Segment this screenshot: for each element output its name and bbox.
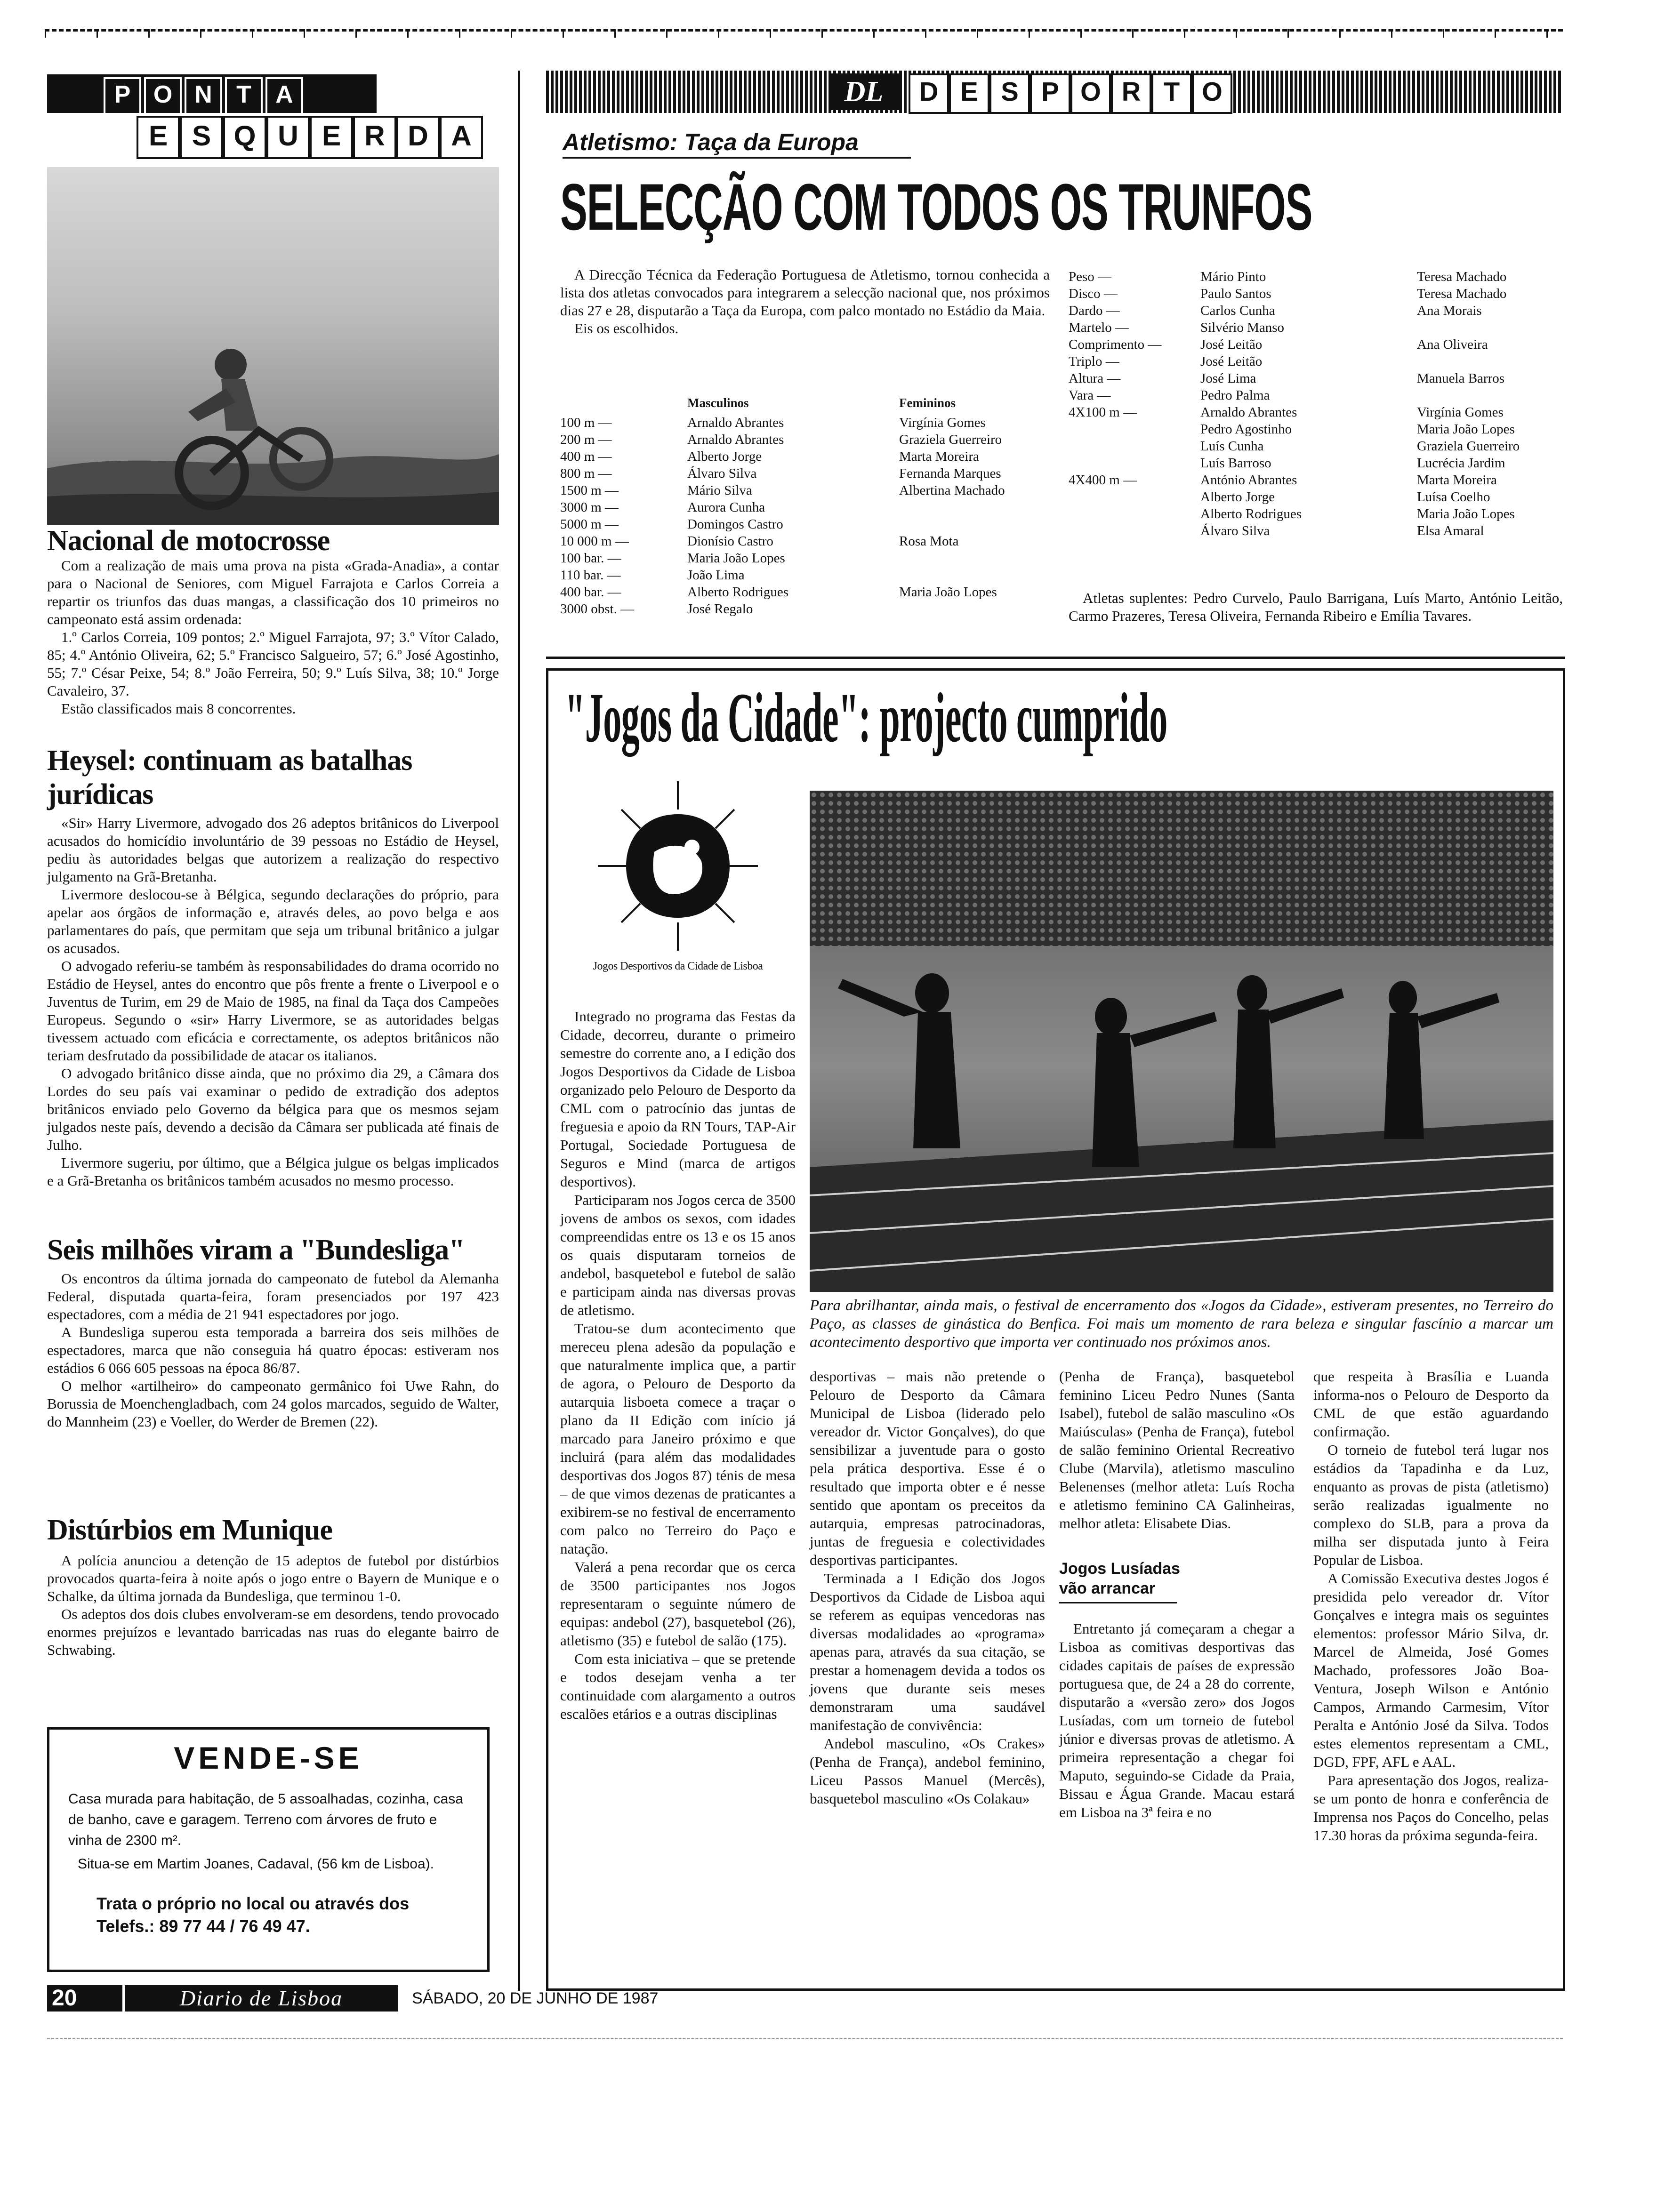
paragraph: Com esta iniciativa – que se pretende e todos desejam venha a ter continuidade com alargamento a outros escalões etários e a outras disciplinas xyxy=(560,1651,796,1722)
male-athlete-cell: José Regalo xyxy=(687,601,753,617)
athlete-row xyxy=(1069,370,1563,387)
paragraph: Valerá a pena recordar que os cerca de 3500 participantes nos Jogos representaram o seguinte número de equipas: andebol (27), basquetebol (26), atletismo (35) e futebol de salão (175). xyxy=(560,1559,796,1649)
paragraph: O torneio de futebol terá lugar nos estádios da Tapadinha e da Luz, enquanto as provas de pista (atletismo) serão realizadas igualmente no complexo do SLB, para a prova da milha ser disputada junto à Feira Popular de Lisboa. xyxy=(1313,1442,1549,1568)
footer-date: SÁBADO, 20 DE JUNHO DE 1987 xyxy=(412,1989,659,2007)
male-athlete-cell: Pedro Agostinho xyxy=(1200,422,1292,437)
esquerda-letter: S xyxy=(180,116,223,159)
athlete-row xyxy=(1069,319,1563,336)
athlete-row xyxy=(560,567,1040,584)
heysel-p2: Livermore deslocou-se à Bélgica, segundo declarações do próprio, para apelar aos órgãos de informação e, através deles, ao povo belga e aos parlamentares do país, que permitam que seja um tribunal britânico a julgar os acusados. xyxy=(47,886,499,956)
desporto-letter: O xyxy=(1192,73,1232,114)
paragraph: que respeita à Brasília e Luanda informa-nos o Pelouro de Desporto da CML de que estão aguardando confirmação. xyxy=(1313,1368,1549,1440)
motocross-rider-illustration xyxy=(47,167,499,525)
athlete-row xyxy=(1069,438,1563,455)
female-athlete-cell: Fernanda Marques xyxy=(899,466,1001,481)
atletismo-intro xyxy=(560,266,1050,337)
desporto-letter: R xyxy=(1111,73,1151,114)
event-cell: 4X400 m — xyxy=(1069,473,1137,488)
athlete-row xyxy=(560,533,1040,550)
footer-page-number: 20 xyxy=(47,1985,122,2012)
lusiadas-title-1: Jogos Lusíadas xyxy=(1059,1560,1180,1578)
athlete-row xyxy=(1069,489,1563,505)
athlete-row xyxy=(1069,421,1563,438)
athlete-row xyxy=(1069,505,1563,522)
female-athlete-cell: Marta Moreira xyxy=(1417,473,1497,488)
ponta-esquerda-logo xyxy=(47,71,499,165)
athlete-row xyxy=(1069,387,1563,404)
paragraph: Integrado no programa das Festas da Cidade, decorreu, durante o primeiro semestre do corrente ano, a I edição dos Jogos Desportivos da Cidade de Lisboa organizado pelo Pelouro de Desporto da CML com o patrocínio das juntas de freguesia e apoio da RN Tours, TAP-Air Portugal, Sociedade Portuguesa de Seguros e Mind (marca de artigos desportivos). xyxy=(560,1008,796,1190)
female-athlete-cell xyxy=(1417,387,1563,404)
event-cell: Disco — xyxy=(1069,286,1118,301)
esquerda-letters xyxy=(137,116,483,159)
jogos-c3b: Entretanto já começaram a chegar a Lisboa as comitivas desportivas das cidades capitais de países de expressão portuguesa que, de 24 a 28 do corrente, disputarão a «versão zero» dos Jogos Lusíadas, com um torneio de futebol júnior e diversas provas de atletismo. A primeira representação a chegar foi Maputo, seguindo-se Cidade da Praia, Bissau e Água Grande. Macau estará em Lisboa na 3ª feira e no xyxy=(1059,1620,1295,1820)
ponta-letter: N xyxy=(185,77,222,115)
paragraph: A Comissão Executiva destes Jogos é presidida pelo vereador dr. Vítor Gonçalves e integra mais os seguintes elementos: professor Mário Silva, dr. Marcel de Almeida, José Gomes Machado, professores João Boa-Ventura, Joseph Wilson e António Campos, Armando Carmesim, Vítor Peralta e António José da Silva. Todos estes elementos representam a CML, DGD, FPF, AFL e AAL. xyxy=(1313,1570,1549,1770)
jogos-logo-caption: Jogos Desportivos da Cidade de Lisboa xyxy=(593,960,763,972)
athlete-row xyxy=(560,601,1040,617)
male-athlete-cell: Luís Barroso xyxy=(1200,456,1271,471)
esquerda-letter: Q xyxy=(223,116,266,159)
female-athlete-cell xyxy=(899,550,1040,567)
male-athlete-cell: Luís Cunha xyxy=(1200,439,1264,454)
atletismo-headline: SELECÇÃO COM TODOS OS TRUNFOS xyxy=(560,170,1312,244)
athlete-row xyxy=(560,499,1040,516)
motocrosse-title: Nacional de motocrosse xyxy=(47,525,330,557)
female-athlete-cell: Rosa Mota xyxy=(899,534,959,549)
athlete-row xyxy=(1069,302,1563,319)
female-athlete-cell xyxy=(1417,319,1563,336)
munique-p2: Os adeptos dos dois clubes envolveram-se em desordens, tendo provocado enormes prejuízos e levantado barricadas nas ruas do elegante bairro de Schwabing. xyxy=(47,1606,499,1658)
event-cell xyxy=(1069,421,1200,438)
vende-se-ad xyxy=(47,1727,490,1972)
athlete-row xyxy=(1069,353,1563,370)
atletismo-suplentes: Atletas suplentes: Pedro Curvelo, Paulo Barrigana, Luís Marto, António Leitão, Carmo Prazeres, Teresa Oliveira, Fernanda Ribeiro e Emília Tavares. xyxy=(1069,590,1563,624)
ad-line3: Trata o próprio no local ou através dos xyxy=(97,1894,410,1913)
photo-caption: Para abrilhantar, ainda mais, o festival de encerramento dos «Jogos da Cidade», estiveram presentes, no Terreiro do Paço, as classes de ginástica do Benfica. Foi mais um momento de rara beleza e singular fascínio a marcar um acontecimento desportivo que importa ver continuado nos próximos anos. xyxy=(810,1297,1553,1351)
esquerda-letter: E xyxy=(137,116,180,159)
jogos-col-1 xyxy=(560,1007,796,1723)
atletismo-kicker: Atletismo: Taça da Europa xyxy=(563,129,859,155)
male-athlete-cell: Maria João Lopes xyxy=(687,551,785,566)
munique-title: Distúrbios em Munique xyxy=(47,1514,332,1546)
bundesliga-title: Seis milhões viram a "Bundesliga" xyxy=(47,1234,465,1266)
event-cell: 110 bar. — xyxy=(560,568,621,583)
male-athlete-cell: Aurora Cunha xyxy=(687,500,765,515)
motocross-photo xyxy=(47,167,499,525)
column-divider xyxy=(518,71,520,1991)
female-athlete-cell: Maria João Lopes xyxy=(1417,506,1515,521)
athlete-row xyxy=(1069,404,1563,421)
event-cell: 200 m — xyxy=(560,432,612,447)
male-athlete-cell: Álvaro Silva xyxy=(1200,523,1270,538)
heysel-p3: O advogado referiu-se também às responsabilidades do drama ocorrido no Estádio de Heysel, antes do encontro que pôs frente a frente o Liverpool e o Juventus de Turim, em 29 de Maio de 1985, na final da Taça dos Campeões Europeus. Segundo o «sir» Harry Livermore, se as autoridades belgas tivessem actuado com eficácia e correctamente, os adeptos britânicos não teriam desfrutado da possibilidade de atacar os italianos. xyxy=(47,958,499,1064)
event-cell: Dardo — xyxy=(1069,303,1120,318)
section-header xyxy=(546,71,1563,113)
ponta-letter: P xyxy=(104,77,141,115)
atletismo-table-2 xyxy=(1069,268,1563,539)
male-athlete-cell: José Leitão xyxy=(1200,354,1263,369)
athlete-row xyxy=(560,465,1040,482)
female-athlete-cell xyxy=(899,601,1040,617)
female-athlete-cell xyxy=(899,516,1040,533)
event-cell: 3000 obst. — xyxy=(560,601,635,617)
female-athlete-cell: Teresa Machado xyxy=(1417,286,1507,301)
bundesliga-p2: A Bundesliga superou esta temporada a barreira dos seis milhões de espectadores, marca que não conseguia há quatro épocas: estiveram nos estádios 6 066 605 pessoas na época 86/87. xyxy=(47,1324,499,1376)
event-cell: 5000 m — xyxy=(560,517,619,532)
male-athlete-cell: Alberto Jorge xyxy=(687,449,762,464)
male-athlete-cell: Arnaldo Abrantes xyxy=(687,432,784,447)
male-athlete-cell: Dionísio Castro xyxy=(687,534,773,549)
desporto-letter: O xyxy=(1070,73,1111,114)
motocrosse-p1: Com a realização de mais uma prova na pista «Grada-Anadia», a contar para o Nacional de Seniores, com Miguel Farrajota e Carlos Correia a repartir os triunfos das duas mangas, a classificação dos 10 primeiros no campeonato está assim ordenada: xyxy=(47,557,499,627)
col-femininos: Femininos xyxy=(899,396,956,410)
desporto-letter: P xyxy=(1030,73,1070,114)
female-athlete-cell: Maria João Lopes xyxy=(899,585,997,600)
jogos-c3a: (Penha de França), basquetebol feminino Liceu Pedro Nunes (Santa Isabel), futebol de salão masculino «Os Maiúsculas» (Penha de França), futebol de salão feminino Oriental Recreativo Clube (Marvila), atletismo masculino Belenenses (melhor atleta: Luís Rocha e atletismo feminino CA Galinheiras, melhor atleta: Elisabete Dias. xyxy=(1059,1368,1295,1531)
female-athlete-cell: Virgínia Gomes xyxy=(899,415,986,430)
lusiadas-subhead xyxy=(1059,1559,1295,1598)
event-cell: 400 m — xyxy=(560,449,612,464)
esquerda-letter: U xyxy=(266,116,310,159)
athlete-row xyxy=(560,431,1040,448)
desporto-letter: D xyxy=(909,73,949,114)
dl-logo: DL xyxy=(828,73,899,110)
athlete-row xyxy=(1069,268,1563,285)
female-athlete-cell xyxy=(899,499,1040,516)
event-cell: 1500 m — xyxy=(560,483,619,498)
event-cell: 4X100 m — xyxy=(1069,405,1137,420)
paragraph: Terminada a I Edição dos Jogos Desportivos da Cidade de Lisboa aqui se referem as equipas vencedoras nas diversas modalidades ao «programa» apenas para, através da sua citação, se prestar a homenagem devida a todos os jovens que durante seis meses demonstraram uma saudável manifestação de convivência: xyxy=(810,1570,1045,1733)
male-athlete-cell: Arnaldo Abrantes xyxy=(1200,405,1297,420)
bundesliga-p1: Os encontros da última jornada do campeonato de futebol da Alemanha Federal, disputada quarta-feira, foram presenciados por 197 423 espectadores, com a média de 21 941 espectadores por jogo. xyxy=(47,1270,499,1322)
munique-article xyxy=(47,1513,499,1659)
female-athlete-cell: Luísa Coelho xyxy=(1417,489,1490,505)
esquerda-letter: R xyxy=(353,116,396,159)
female-athlete-cell: Albertina Machado xyxy=(899,483,1005,498)
female-athlete-cell: Maria João Lopes xyxy=(1417,422,1515,437)
athlete-row xyxy=(560,448,1040,465)
event-cell: Altura — xyxy=(1069,371,1121,386)
jogos-col-3 xyxy=(1059,1367,1295,1821)
heysel-article xyxy=(47,744,499,1190)
athlete-row xyxy=(1069,336,1563,353)
female-athlete-cell: Lucrécia Jardim xyxy=(1417,456,1505,471)
motocrosse-p2: 1.º Carlos Correia, 109 pontos; 2.º Miguel Farrajota, 97; 3.º Vítor Calado, 85; 4.º António Oliveira, 62; 5.º Francisco Salgueiro, 57; 6.º José Agostinho, 55; 7.º César Peixe, 54; 8.º João Ferreira, 50; 9.º Luís Silva, 38; 10.º Jorge Cavaleiro, 37. xyxy=(47,629,499,699)
lusiadas-title-2: vão arrancar xyxy=(1059,1579,1156,1597)
bundesliga-article xyxy=(47,1233,499,1431)
event-cell: 3000 m — xyxy=(560,500,619,515)
ad-line1: Casa murada para habitação, de 5 assoalhadas, cozinha, casa de banho, cave e garagem. Terreno com árvores de fruto e vinha de 2300 m². xyxy=(68,1791,463,1848)
kicker-underline xyxy=(563,157,911,159)
atletismo-bottom-rule xyxy=(546,657,1565,659)
female-athlete-cell: Marta Moreira xyxy=(899,449,979,464)
paragraph: desportivas – mais não pretende o Pelouro de Desporto da Câmara Municipal de Lisboa (liderado pelo vereador dr. Victor Gonçalves), do que sensibilizar a juventude para o gosto pela prática desportiva. Esse é o resultado que importa obter e é nesse sentido que apontam os preceitos da autarquia, empresas patrocinadoras, juntas de freguesia e colectividades desportivas participantes. xyxy=(810,1368,1045,1568)
female-athlete-cell: Manuela Barros xyxy=(1417,371,1505,386)
athlete-row xyxy=(560,414,1040,431)
event-cell: 100 m — xyxy=(560,415,612,430)
event-cell: Martelo — xyxy=(1069,320,1129,335)
heysel-p1: «Sir» Harry Livermore, advogado dos 26 adeptos britânicos do Liverpool acusados do homicídio involuntário de 39 pessoas no Estádio de Heysel, pediu às autoridades belgas que autorizem a realização do respectivo julgamento na Grã-Bretanha. xyxy=(47,815,499,885)
event-cell: 10 000 m — xyxy=(560,534,629,549)
male-athlete-cell: Arnaldo Abrantes xyxy=(687,415,784,430)
male-athlete-cell: Paulo Santos xyxy=(1200,286,1271,301)
event-cell xyxy=(1069,522,1200,539)
ponta-letters xyxy=(104,77,303,115)
bundesliga-p3: O melhor «artilheiro» do campeonato germânico foi Uwe Rahn, do Borussia de Moenchengladbach, com 24 golos marcados, seguido de Walter, do Mannheim (23) e Voeller, do Werder de Bremen (22). xyxy=(47,1378,499,1430)
male-athlete-cell: Domingos Castro xyxy=(687,517,783,532)
male-athlete-cell: Carlos Cunha xyxy=(1200,303,1275,318)
jogos-col-2 xyxy=(810,1367,1045,1808)
male-athlete-cell: Alberto Jorge xyxy=(1200,489,1275,505)
atletismo-intro-p2: Eis os escolhidos. xyxy=(574,320,679,337)
event-cell xyxy=(1069,455,1200,472)
ad-title: VENDE-SE xyxy=(174,1740,363,1775)
female-athlete-cell: Graziela Guerreiro xyxy=(1417,439,1520,454)
motocrosse-article xyxy=(47,525,499,718)
paragraph: Participaram nos Jogos cerca de 3500 jovens de ambos os sexos, com idades compreendidas entre os 13 e os 15 anos os quais disputaram torneios de andebol, basquetebol e futebol de salão e participam ainda nas diversas provas de atletismo. xyxy=(560,1192,796,1318)
jogos-sun-logo-icon xyxy=(560,772,796,960)
male-athlete-cell: Alberto Rodrigues xyxy=(1200,506,1302,521)
lusiadas-underline xyxy=(1059,1602,1177,1603)
female-athlete-cell: Ana Oliveira xyxy=(1417,337,1488,352)
desporto-letters xyxy=(909,73,1232,114)
ponta-letter: O xyxy=(144,77,182,115)
gymnastics-photo xyxy=(810,791,1553,1292)
athlete-row xyxy=(560,482,1040,499)
desporto-letter: T xyxy=(1151,73,1192,114)
athlete-row xyxy=(1069,522,1563,539)
atletismo-intro-p1: A Direcção Técnica da Federação Portuguesa de Atletismo, tornou conhecida a lista dos atletas convocados para integrarem a selecção nacional que, nos próximos dias 27 e 28, disputarão a Taça da Europa, com palco montado no Estádio da Maia. xyxy=(560,266,1050,319)
male-athlete-cell: Mário Pinto xyxy=(1200,269,1266,284)
desporto-letter: S xyxy=(989,73,1030,114)
paragraph: Tratou-se dum acontecimento que mereceu plena adesão da população e que naturalmente implica que, a partir de agora, o Pelouro de Desporto da autarquia lisboeta comece a traçar o plano da II Edição com início já marcado para Janeiro próximo e que incluirá (para além das modalidades desportivas dos Jogos 87) ténis de mesa – de que vimos dezenas de praticantes a exibirem-se no festival de encerramento com palco no Terreiro do Paço e natação. xyxy=(560,1320,796,1557)
male-athlete-cell: José Leitão xyxy=(1200,337,1263,352)
female-athlete-cell: Virgínia Gomes xyxy=(1417,405,1504,420)
col-masculinos: Masculinos xyxy=(687,396,749,410)
desporto-letter: E xyxy=(949,73,989,114)
footer-masthead: Diario de Lisboa xyxy=(125,1985,398,2012)
event-cell: Peso — xyxy=(1069,269,1112,284)
male-athlete-cell: Silvério Manso xyxy=(1200,320,1285,335)
male-athlete-cell: José Lima xyxy=(1200,371,1256,386)
munique-p1: A polícia anunciou a detenção de 15 adeptos de futebol por distúrbios provocados quarta-feira à noite após o jogo entre o Bayern de Munique e o Schalke, da última jornada da Bundesliga, que terminou 1-0. xyxy=(47,1552,499,1604)
athlete-row xyxy=(1069,455,1563,472)
male-athlete-cell: António Abrantes xyxy=(1200,473,1297,488)
event-cell xyxy=(1069,505,1200,522)
jogos-headline: "Jogos da Cidade": projecto cumprido xyxy=(565,679,1167,757)
footer xyxy=(47,1985,1563,2013)
event-cell xyxy=(1069,438,1200,455)
athlete-row xyxy=(1069,285,1563,302)
event-cell: Comprimento — xyxy=(1069,337,1162,352)
event-cell xyxy=(1069,489,1200,505)
esquerda-letter: E xyxy=(310,116,353,159)
event-cell: Triplo — xyxy=(1069,354,1119,369)
motocrosse-p3: Estão classificados mais 8 concorrentes. xyxy=(61,700,296,717)
paragraph: Para apresentação dos Jogos, realiza-se um ponto de honra e conferência de Imprensa nos Paços do Concelho, pelas 17.30 horas da próxima segunda-feira. xyxy=(1313,1772,1549,1843)
male-athlete-cell: Mário Silva xyxy=(687,483,752,498)
athlete-row xyxy=(560,516,1040,533)
male-athlete-cell: Álvaro Silva xyxy=(687,466,757,481)
esquerda-letter: A xyxy=(440,116,483,159)
event-cell: 100 bar. — xyxy=(560,551,621,566)
male-athlete-cell: João Lima xyxy=(687,568,745,583)
female-athlete-cell: Elsa Amaral xyxy=(1417,523,1484,538)
ponta-letter: A xyxy=(265,77,303,115)
female-athlete-cell xyxy=(1417,353,1563,370)
heysel-p5: Livermore sugeriu, por último, que a Bélgica julgue os belgas implicados e a Grã-Bretanha os britânicos também acusados no mesmo processo. xyxy=(47,1154,499,1189)
athlete-row xyxy=(1069,472,1563,489)
paragraph: Andebol masculino, «Os Crakes» (Penha de França), andebol feminino, Liceu Passos Manuel (Mercês), basquetebol masculino «Os Colakau» xyxy=(810,1735,1045,1807)
female-athlete-cell: Graziela Guerreiro xyxy=(899,432,1002,447)
atletismo-table-1 xyxy=(560,394,1040,617)
heysel-title: Heysel: continuam as batalhas jurídicas xyxy=(47,745,412,810)
event-cell: 400 bar. — xyxy=(560,585,621,600)
female-athlete-cell: Teresa Machado xyxy=(1417,269,1507,284)
heysel-p4: O advogado britânico disse ainda, que no próximo dia 29, a Câmara dos Lordes do seu país vai examinar o pedido de extradição dos adeptos britânicos enviado pelo Governo da bélgica para que os mesmos sejam julgados neste país, devendo a decisão da Câmara ser publicada até finais de Julho. xyxy=(47,1065,499,1153)
top-rule-ticks xyxy=(45,29,1563,38)
gymnasts-illustration xyxy=(810,791,1553,1292)
male-athlete-cell: Alberto Rodrigues xyxy=(687,585,789,600)
female-athlete-cell: Ana Morais xyxy=(1417,303,1482,318)
jogos-logo xyxy=(560,772,796,972)
event-cell: Vara — xyxy=(1069,388,1111,403)
bottom-dotted-rule xyxy=(47,2038,1563,2039)
male-athlete-cell: Pedro Palma xyxy=(1200,388,1270,403)
jogos-col-4 xyxy=(1313,1367,1549,1844)
event-cell: 800 m — xyxy=(560,466,612,481)
ponta-letter: T xyxy=(225,77,263,115)
ad-line4: Telefs.: 89 77 44 / 76 49 47. xyxy=(97,1916,310,1936)
esquerda-letter: D xyxy=(396,116,440,159)
female-athlete-cell xyxy=(899,567,1040,584)
athlete-row xyxy=(560,584,1040,601)
athlete-row xyxy=(560,550,1040,567)
ad-line2: Situa-se em Martim Joanes, Cadaval, (56 km de Lisboa). xyxy=(78,1856,434,1872)
